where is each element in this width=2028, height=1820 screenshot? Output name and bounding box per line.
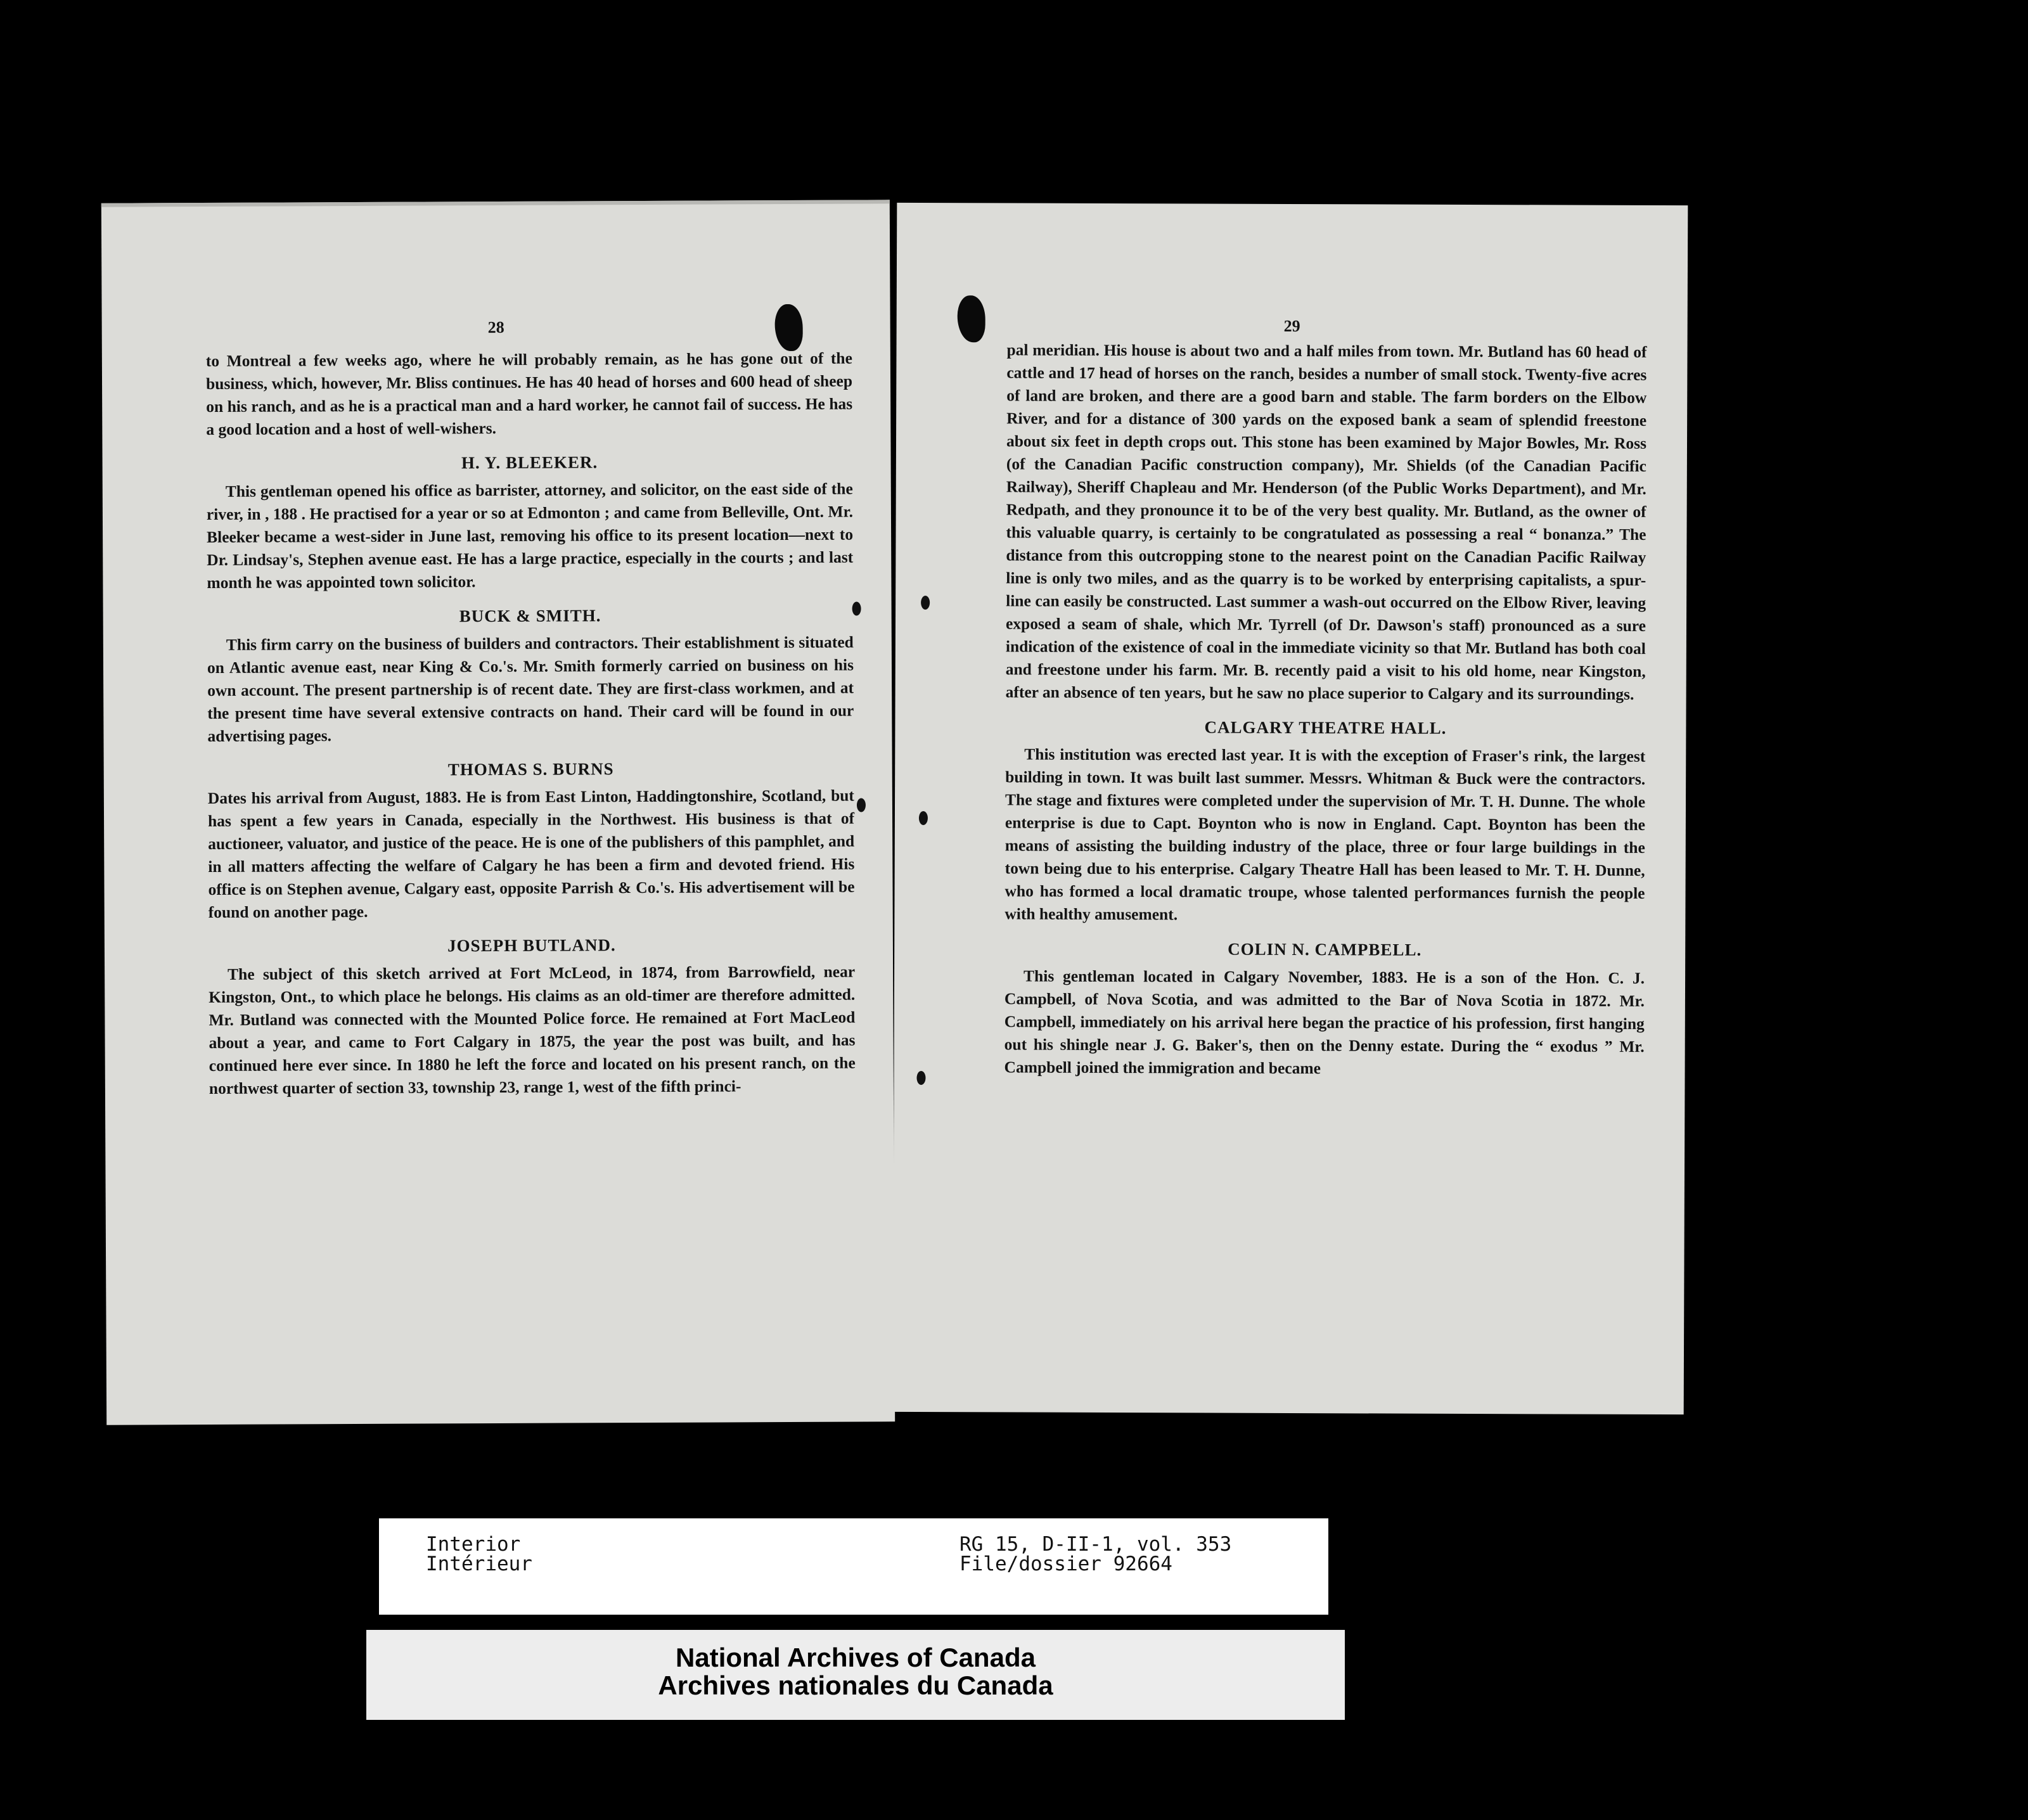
paragraph: pal meridian. His house is about two and a half miles from town. Mr. Butland has 60 head of cattle and 17 head of horses on the ranch, besides a number of small stock. Twenty-five acres of land are broken, and there are a good barn and stable. The farm borders on the Elbow River, and for a distance of 300 yards on the exposed bank a seam of splendid freestone about six feet in depth crops out. This stone has been examined by Major Bowles, Mr. Ross (of the Canadian Pacific construction company), Mr. Shields (of the Canadian Pacific Railway), Sheriff Chapleau and Mr. Henderson (of the Public Works Department), and Mr. Redpath, and they pronounce it to be of the very best quality. Mr. Butland, as the owner of this valuable quarry, is certainly to be congratulated as possessing a real “ bonanza.” The distance from this outcropping stone to the nearest point on the Canadian Pacific Railway line is only two miles, and as the quarry is to be worked by enterprising capitalists, a spur-line can easily be constructed. Last summer a wash-out occurred on the Elbow River, leaving exposed a seam of shale, which Mr. Tyrrell (of Dr. Dawson's staff) pronounced as a sure indication of the existence of coal in the immediate vicinity so that Mr. Butland has both coal and freestone under his farm. Mr. B. recently paid a visit to his old home, near Kingston, after an absence of ten years, but he saw no place superior to Calgary and its surroundings. <box>1005 340 1647 703</box>
paragraph: This gentleman located in Calgary November, 1883. He is a son of the Hon. C. J. Campbell, of Nova Scotia, and was admitted to the Bar of Nova Scotia in 1872. Mr. Campbell, immediately on his arrival here began the practice of his profession, first hanging out his shingle near J. G. Baker's, then on the Denny estate. During the “ exodus ” Mr. Campbell joined the immigration and became <box>1004 966 1645 1078</box>
paragraph: to Montreal a few weeks ago, where he will probably remain, as he has gone out of the business, which, however, Mr. Bliss continues. He has 40 head of horses and 600 head of sheep on his ranch, and as he is a practical man and a hard worker, he cannot fail of success. He has a good location and a host of well-wishers. <box>205 349 853 439</box>
punch-hole <box>958 295 985 342</box>
page-number: 29 <box>1283 316 1300 336</box>
page-text <box>206 347 856 1100</box>
paragraph: The subject of this sketch arrived at Fort McLeod, in 1874, from Barrowfield, near Kingston, Ont., to which place he belongs. His claims as an old-timer are therefore admitted. Mr. Butland was connected with the Mounted Police force. He remained at Fort MacLeod about a year, and came to Fort Calgary in 1875, the year the post was built, and has continued here ever since. In 1880 he left the force and located on his present ranch, on the northwest quarter of section 33, township 23, range 1, west of the fifth princi- <box>209 962 856 1098</box>
page-number: 28 <box>487 317 504 337</box>
section-heading: BUCK & SMITH. <box>459 606 601 626</box>
paragraph: This firm carry on the business of builders and contractors. Their establishment is situated on Atlantic avenue east, near King & Co.'s. Mr. Smith formerly carried on business on his own account. The present partnership is of recent date. They are first-class workmen, and at the present time have several extensive contracts on hand. Their card will be found in our advertising pages. <box>207 632 854 745</box>
paragraph: This institution was erected last year. It is with the exception of Fraser's rink, the largest building in town. It was built last summer. Messrs. Whitman & Buck were the contractors. The stage and fixtures were completed under the supervision of Mr. T. H. Dunne. The whole enterprise is due to Capt. Boynton who is now in England. Capt. Boynton has been the means of assisting the building industry of the place, three or four large buildings in the town being due to his enterprise. Calgary Theatre Hall has been leased to Mr. T. H. Dunne, who has formed a local dramatic troupe, whose talented performances furnish the people with healthy amusement. <box>1004 745 1646 924</box>
left-page <box>101 200 895 1425</box>
right-page <box>893 203 1688 1414</box>
department-fr: Intérieur <box>426 1553 532 1575</box>
file-number: File/dossier 92664 <box>959 1553 1172 1575</box>
speck <box>857 798 866 812</box>
speck <box>919 811 928 825</box>
archive-name-en: National Archives of Canada <box>676 1643 1036 1672</box>
punch-hole <box>775 304 803 351</box>
section-heading: H. Y. BLEEKER. <box>461 452 598 473</box>
paragraph: Dates his arrival from August, 1883. He is from East Linton, Haddingtonshire, Scotland, but has spent a few years in Canada, especially in the Northwest. His business is that of auctioneer, valuator, and justice of the peace. He is one of the publishers of this pamphlet, and in all matters affecting the welfare of Calgary he has been a firm and devoted friend. His office is on Stephen avenue, Calgary east, opposite Parrish & Co.'s. His advertisement will be found on another page. <box>207 786 855 921</box>
department-en: Interior <box>426 1533 521 1556</box>
archive-label <box>366 1630 1345 1720</box>
section-heading: JOSEPH BUTLAND. <box>447 935 616 956</box>
archive-reference-stamp <box>379 1518 1328 1615</box>
speck <box>916 1071 925 1085</box>
record-group: RG 15, D-II-1, vol. 353 <box>959 1533 1232 1556</box>
archive-name-fr: Archives nationales du Canada <box>658 1670 1053 1700</box>
section-heading: COLIN N. CAMPBELL. <box>1228 939 1422 959</box>
speck <box>852 601 861 615</box>
paragraph: This gentleman opened his office as barrister, attorney, and solicitor, on the east side of the river, in , 188 . He practised for a year or so at Edmonton ; and came from Belleville, Ont. Mr. Bleeker became a west-sider in June last, removing his office to its present location—next to Dr. Lindsay's, Stephen avenue east. He has a large practice, especially in the courts ; and last month he was appointed town solicitor. <box>206 479 854 593</box>
page-text <box>1004 338 1647 1081</box>
speck <box>921 596 930 610</box>
section-heading: CALGARY THEATRE HALL. <box>1204 717 1447 738</box>
section-heading: THOMAS S. BURNS <box>447 759 614 779</box>
